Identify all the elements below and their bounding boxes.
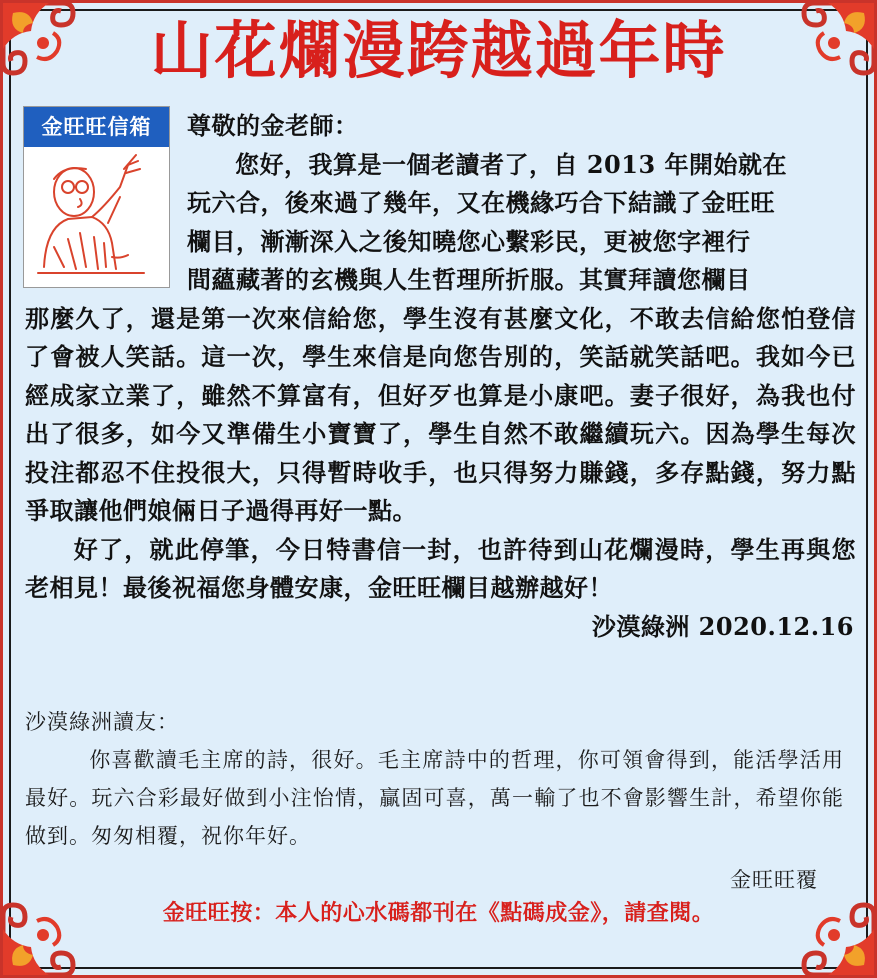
letter-paragraph-1-head — [187, 146, 856, 300]
letter-line: 玩六合，後來過了幾年，又在機緣巧合下結識了金旺旺 — [187, 188, 775, 217]
letter-text: 您好，我算是一個老讀者了，自 2013 年開始就在 — [235, 149, 788, 179]
letter-text: 好了，就此停筆，今日特書信一封，也許待到山花爛漫時，學生再與您老相見！最後祝福您身體安康，金旺旺欄目越辦越好！ — [25, 534, 856, 602]
reply-paragraph — [25, 741, 844, 855]
letter-paragraph-2 — [25, 531, 856, 608]
reply-signature: 金旺旺覆 — [730, 868, 818, 892]
editor-reply — [25, 703, 844, 899]
letter-line: 欄目，漸漸深入之後知曉您心繫彩民，更被您字裡行 — [187, 226, 751, 256]
column-label: 金旺旺信箱 — [24, 107, 169, 147]
reply-salutation: 沙漠綠洲讀友： — [25, 710, 179, 734]
letter-signature: 沙漠綠洲 2020.12.16 — [591, 611, 854, 641]
headline: 山花爛漫跨越過年時 — [150, 14, 727, 87]
editor-note: 金旺旺按：本人的心水碼都刊在《點碼成金》，請查閱。 — [162, 901, 715, 926]
reader-letter — [25, 107, 856, 646]
letter-line — [187, 146, 856, 185]
reply-text: 你喜歡讀毛主席的詩，很好。毛主席詩中的哲理，你可領會得到，能活學活用最好。玩六合彩最好做到小注怡情，贏固可喜，萬一輸了也不會影響生計，希望你能做到。匆匆相覆，祝你年好。 — [25, 748, 844, 848]
letter-salutation: 尊敬的金老師： — [187, 111, 359, 140]
letter-paragraph-1-body: 那麼久了，還是第一次來信給您，學生沒有甚麼文化，不敢去信給您怕登信了會被人笑話。這一次，學生來信是向您告別的，笑話就笑話吧。我如今已經成家立業了，雖然不算富有，但好歹也算是小康吧。妻子很好，為我也付出了很多，如今又準備生小寶寶了，學生自然不敢繼續玩六。因為學生每次投注都忍不住投很大，只得暫時收手，也只得努力賺錢，多存點錢，努力點爭取讓他們娘倆日子過得再好一點。 — [25, 303, 856, 525]
letter-line: 間蘊藏著的玄機與人生哲理所折服。其實拜讀您欄目 — [187, 265, 751, 294]
